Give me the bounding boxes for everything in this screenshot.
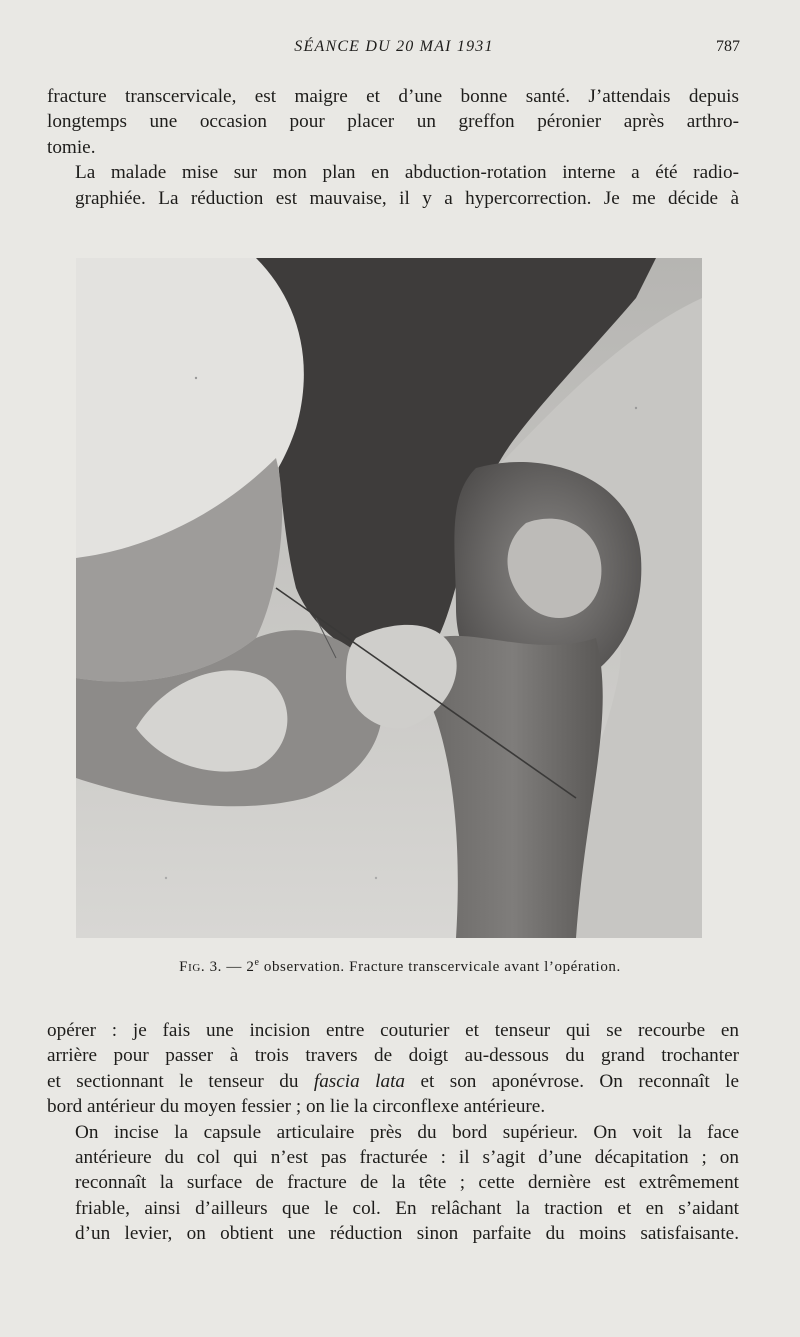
caption-text: observation. Fracture transcervicale avant l’opération.: [259, 959, 621, 975]
text-line: graphiée. La réduction est mauvaise, il y a hypercorrection. Je me décide à: [75, 187, 739, 209]
paragraph: [47, 1120, 739, 1247]
text-line: longtemps une occasion pour placer un greffon péronier après arthro-: [47, 111, 739, 133]
text-line: reconnaît la surface de fracture de la tête ; cette dernière est extrêmement: [75, 1172, 739, 1194]
paragraph: [47, 160, 739, 211]
text-segment: et son aponévrose. On reconnaît le: [405, 1070, 739, 1092]
text-line: fracture transcervicale, est maigre et d’une bonne santé. J’attendais depuis: [47, 86, 739, 107]
text-line: d’un levier, on obtient une réduction sinon parfaite du moins satisfaisante.: [75, 1223, 739, 1245]
caption-number: 2: [246, 959, 255, 975]
xray-figure: [76, 258, 702, 938]
text-line: antérieure du col qui n’est pas fracturée : il s’agit d’une décapitation ; on: [75, 1147, 739, 1169]
text-line: bord antérieur du moyen fessier ; on lie la circonflexe antérieure.: [47, 1096, 546, 1118]
header-title: SÉANCE DU 20 MAI 1931: [294, 38, 494, 55]
text-line: [47, 1069, 739, 1094]
figure-caption: [0, 957, 800, 976]
text-segment: et sectionnant le tenseur du: [47, 1070, 314, 1092]
text-line: friable, ainsi d’ailleurs que le col. En relâchant la traction et en s’aidant: [75, 1197, 739, 1219]
text-line: tomie.: [47, 136, 96, 158]
text-block-top: [47, 84, 739, 211]
text-line: opérer : je fais une incision entre couturier et tenseur qui se recourbe en: [47, 1020, 739, 1041]
page-number: 787: [716, 38, 740, 55]
text-line: La malade mise sur mon plan en abduction-rotation interne a été radio-: [75, 162, 739, 184]
caption-dash: —: [222, 959, 247, 975]
hip-xray-image: [76, 258, 702, 938]
caption-superscript: e: [254, 957, 260, 968]
italic-term: fascia lata: [313, 1070, 405, 1092]
running-header: [48, 38, 740, 60]
paragraph: [47, 1018, 739, 1120]
paragraph: [47, 84, 739, 160]
text-line: arrière pour passer à trois travers de doigt au-dessous du grand trochanter: [47, 1045, 739, 1067]
text-line: On incise la capsule articulaire près du bord supérieur. On voit la face: [75, 1121, 739, 1143]
caption-label: Fig. 3.: [179, 959, 223, 975]
text-block-bottom: [47, 1018, 739, 1247]
